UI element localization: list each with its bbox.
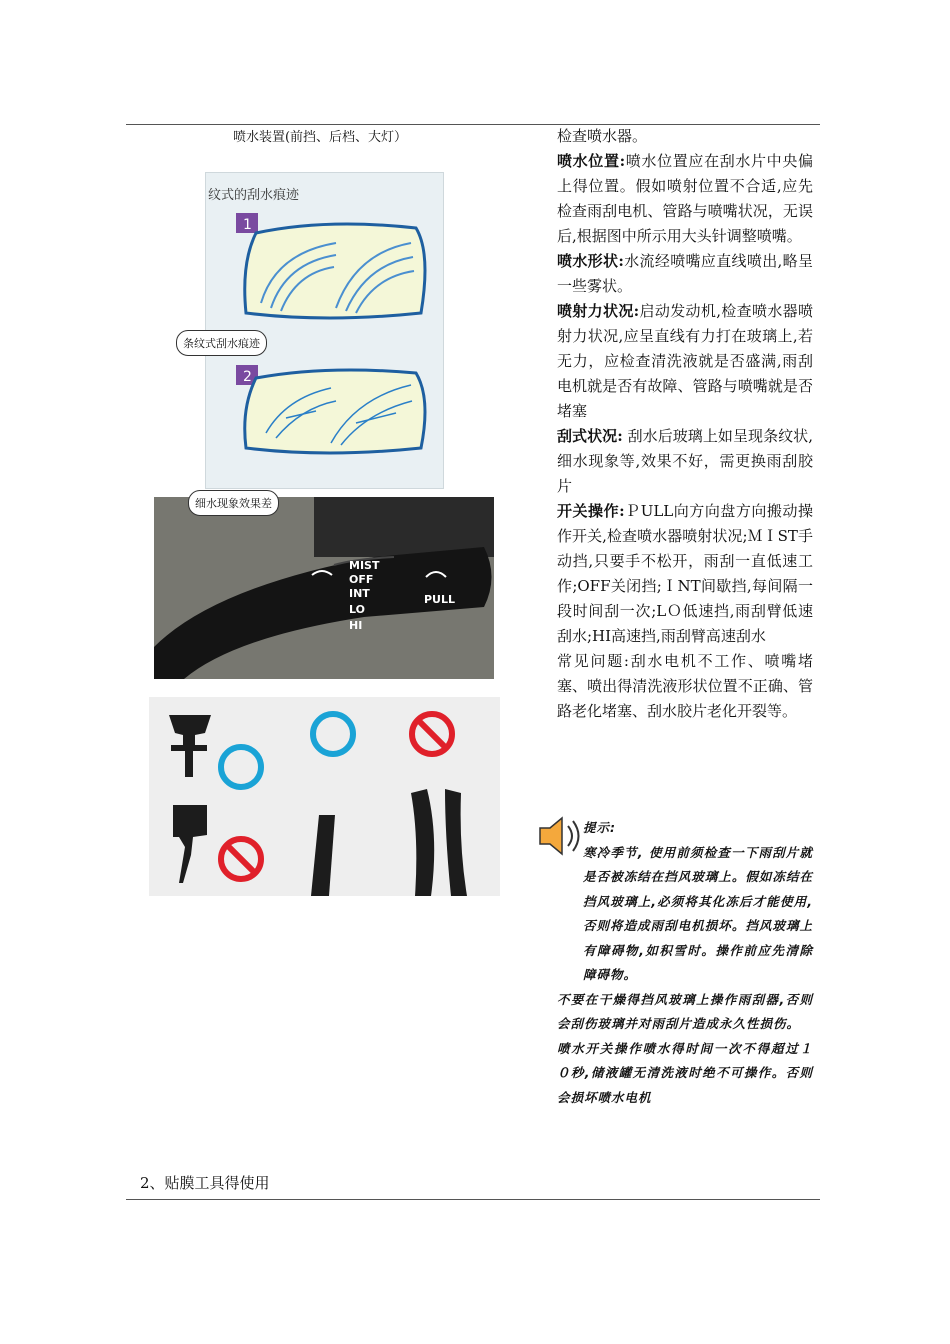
label-int: INT [349, 587, 370, 600]
text-spray-force: 启动发动机,检查喷水器喷射力状况,应呈直线有力打在玻璃上,若无力，应检查清洗液就是否盛满,雨刮电机就是否有故障、管路与喷嘴就是否堵塞 [557, 302, 813, 420]
blade-illustration [149, 697, 500, 896]
image-header-text: 纹式的刮水痕迹 [208, 188, 300, 203]
label-mist: MIST [349, 559, 380, 572]
label-wipe-status: 刮式状况: [557, 427, 623, 445]
label-spray-force: 喷射力状况: [557, 302, 640, 320]
tip-heading: 提示: [583, 820, 616, 835]
tip-para-2: 不要在干燥得挡风玻璃上操作雨刮器,否则会刮伤玻璃并对雨刮片造成永久性损伤。 [557, 991, 813, 1031]
label-spray-shape: 喷水形状: [557, 252, 624, 270]
wiper-stalk-image [154, 497, 494, 679]
label-spray-position: 喷水位置: [557, 152, 626, 170]
tip-para-3: 喷水开关操作喷水得时间一次不得超过１０秒,储液罐无清洗液时绝不可操作。否则会损坏喷水电机 [557, 1040, 813, 1105]
right-column [557, 124, 813, 724]
para-wipe-status [557, 424, 813, 499]
text-spray-position: 喷水位置应在刮水片中央偏上得位置。假如喷射位置不合适,应先检查雨刮电机、管路与喷嘴状况，无误后,根据图中所示用大头针调整喷嘴。 [557, 152, 813, 245]
para-spray-force [557, 299, 813, 424]
section-title: 2、贴膜工具得使用 [140, 1174, 270, 1192]
badge-2-label: 2 [243, 369, 252, 385]
text-switch-operation: ＰULL向方向盘方向搬动操作开关,检查喷水器喷射状况;ＭＩST手动挡,只要手不松开，雨刮一直低速工作;OFF关闭挡;ＩNT间歇挡,每间隔一段时间刮一次;LＯ低速挡,雨刮臂低速刮水;HI高速挡,雨刮臂高速刮水 [557, 502, 813, 645]
label-hi: HI [349, 619, 363, 632]
figure-caption: 喷水装置(前挡、后档、大灯） [232, 130, 408, 145]
para-switch-operation [557, 499, 813, 649]
para-spray-position [557, 149, 813, 249]
wiper-blade-image [149, 697, 500, 896]
label-switch-operation: 开关操作: [557, 502, 625, 520]
text-spray-shape: 水流经喷嘴应直线喷出,略呈一些雾状。 [557, 252, 813, 295]
label-off: OFF [349, 573, 374, 586]
text-wipe-status: 刮水后玻璃上如呈现条纹状,细水现象等,效果不好，需更换雨刮胶片 [557, 427, 813, 495]
badge-1-label: 1 [243, 217, 252, 233]
label-lo: LO [349, 603, 365, 616]
label-pull: PULL [424, 593, 456, 606]
para-intro: 检查喷水器。 [557, 127, 648, 145]
para-spray-shape [557, 249, 813, 299]
stalk-illustration [154, 497, 494, 679]
fine-water-callout: 细水现象效果差 [188, 490, 279, 516]
tip-para-1: 寒冷季节, 使用前须检查一下雨刮片就是否被冻结在挡风玻璃上。假如冻结在挡风玻璃上,必须将其化冻后才能使用,否则将造成雨刮电机损坏。挡风玻璃上有障碍物,如积雪时。操作前应先清除障碍物。 [583, 844, 813, 982]
windshield-2 [245, 370, 425, 453]
para-common-issues: 常见问题:刮水电机不工作、喷嘴堵塞、喷出得清洗液形状位置不正确、管路老化堵塞、刮水胶片老化开裂等。 [557, 652, 813, 720]
streak-callout: 条纹式刮水痕迹 [176, 330, 267, 356]
bottom-rule [126, 1199, 820, 1200]
tip-box [557, 816, 813, 1110]
